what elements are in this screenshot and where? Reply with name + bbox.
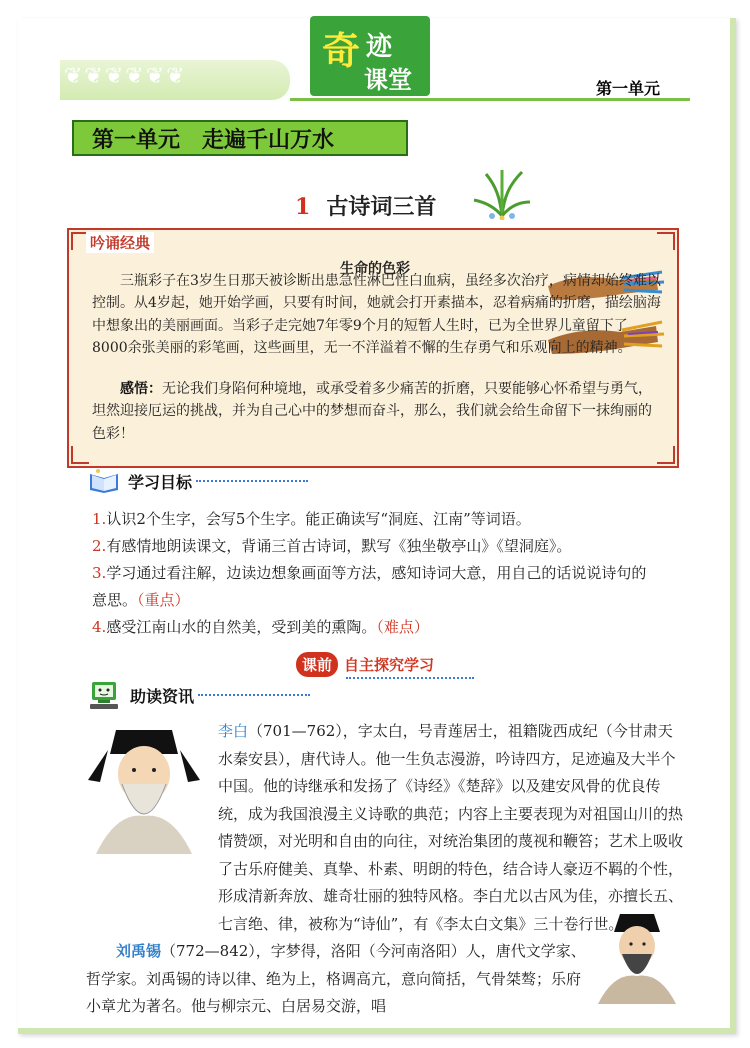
- reading-aid-heading: [88, 680, 310, 710]
- goal-number: 3.: [92, 564, 107, 582]
- goals-heading: [88, 468, 308, 494]
- li-bai-paragraph: [86, 718, 686, 938]
- class-pill: 课前: [296, 652, 338, 677]
- goal-text: 学习通过看注解，边读边想象画面等方法，感知诗词大意，用自己的话说说诗句的意思。: [92, 564, 647, 609]
- unit-title: 第一单元 走遍千山万水: [92, 126, 335, 153]
- dotted-divider: [198, 694, 310, 696]
- goal-tag: （重点）: [137, 591, 190, 609]
- recite-paragraph: 三瓶彩子在3岁生日那天被诊断出患急性淋巴性白血病，虽经多次治疗，病情却始终难以控制。从4岁起，她开始学画，只要有时间，她就会打开素描本，忍着病痛的折磨，描绘脑海中想象出的美丽画面。当彩子走完她7年零9个月的短暂人生时，已为全世界儿童留下了8000余张美丽的彩笔画，这些画里，无一不洋溢着不懈的生存勇气和乐观向上的精神。: [92, 273, 661, 357]
- goal-text: 感受江南山水的自然美，受到美的熏陶。: [106, 618, 377, 636]
- goal-item: [92, 560, 652, 614]
- lesson-title: [295, 190, 436, 221]
- open-book-icon: [88, 468, 120, 494]
- unit-title-bar: [72, 120, 408, 156]
- recite-tag: 吟诵经典: [86, 232, 154, 253]
- recite-heading: 生命的色彩: [340, 261, 410, 277]
- corner-decoration: [657, 232, 675, 250]
- logo: [310, 16, 430, 96]
- liu-yuxi-paragraph: [86, 938, 686, 1021]
- recite-insight: [92, 378, 662, 445]
- goal-item: [92, 533, 652, 560]
- logo-char-2: 迹: [366, 32, 393, 62]
- li-bai-bio: （701—762），字太白，号青莲居士，祖籍陇西成纪（今甘肃天水秦安县），唐代诗人。他一生负志漫游，吟诗四方，足迹遍及大半个中国。他的诗继承和发扬了《诗经》《楚辞》以及建安风骨的优良传统，成为我国浪漫主义诗歌的典范；内容上主要表现为对祖国山川的热情赞颂，对光明和自由的向往，对统治集团的蔑视和鞭笞；艺术上吸收了古乐府健美、真挚、朴素、明朗的特色，结合诗人豪迈不羁的个性，形成清新奔放、雄奇壮丽的独特风格。李白尤以古风为佳，亦擅长五、七言绝、律，被称为“诗仙”，有《李太白文集》三十卷行世。: [218, 722, 684, 933]
- computer-icon: [88, 680, 122, 710]
- goals-list: [92, 506, 652, 641]
- goal-item: [92, 506, 652, 533]
- liu-yuxi-name: 刘禹锡: [116, 942, 162, 960]
- insight-text: 无论我们身陷何种境地，或承受着多少痛苦的折磨，只要能够心怀希望与勇气，坦然迎接厄运的挑战，并为自己心中的梦想而奋斗，那么，我们就会给生命留下一抹绚丽的色彩！: [92, 381, 652, 442]
- corner-decoration: [71, 446, 89, 464]
- lesson-number: 1: [295, 194, 311, 220]
- goal-item: [92, 614, 652, 641]
- goal-tag: （难点）: [376, 618, 429, 636]
- goal-text: 有感情地朗读课文，背诵三首古诗词，默写《独坐敬亭山》《望洞庭》。: [106, 537, 572, 555]
- logo-char-3: 课堂: [364, 66, 412, 94]
- logo-char-1: 奇: [322, 29, 361, 73]
- liu-yuxi-bio: （772—842），字梦得，洛阳（今河南洛阳）人，唐代文学家、哲学家。刘禹锡的诗以律、绝为上，格调高亢，意向简括，气骨桀骜；乐府小章尤为著名。他与柳宗元、白居易交游，唱: [86, 942, 586, 1015]
- goals-label: 学习目标: [128, 472, 193, 492]
- dotted-divider: [346, 677, 474, 679]
- corner-decoration: [657, 446, 675, 464]
- li-bai-name: 李白: [218, 722, 249, 740]
- swirl-decoration-icon: ❦❦❦❦❦❦: [64, 64, 187, 89]
- reading-aid-label: 助读资讯: [130, 686, 195, 706]
- insight-label: 感悟：: [120, 381, 162, 397]
- class-section-heading: [296, 652, 434, 677]
- goal-number: 2.: [92, 537, 107, 555]
- goal-number: 1.: [92, 510, 107, 528]
- goal-text: 认识2个生字，会写5个生字。能正确读写“洞庭、江南”等词语。: [106, 510, 531, 528]
- lesson-title-text: 古诗词三首: [326, 194, 437, 220]
- biography: [86, 718, 686, 1021]
- class-section-title: 自主探究学习: [344, 656, 435, 674]
- header-unit-label: 第一单元: [595, 79, 660, 98]
- dotted-divider: [196, 480, 308, 482]
- plant-icon: [472, 168, 532, 220]
- goal-number: 4.: [92, 618, 107, 636]
